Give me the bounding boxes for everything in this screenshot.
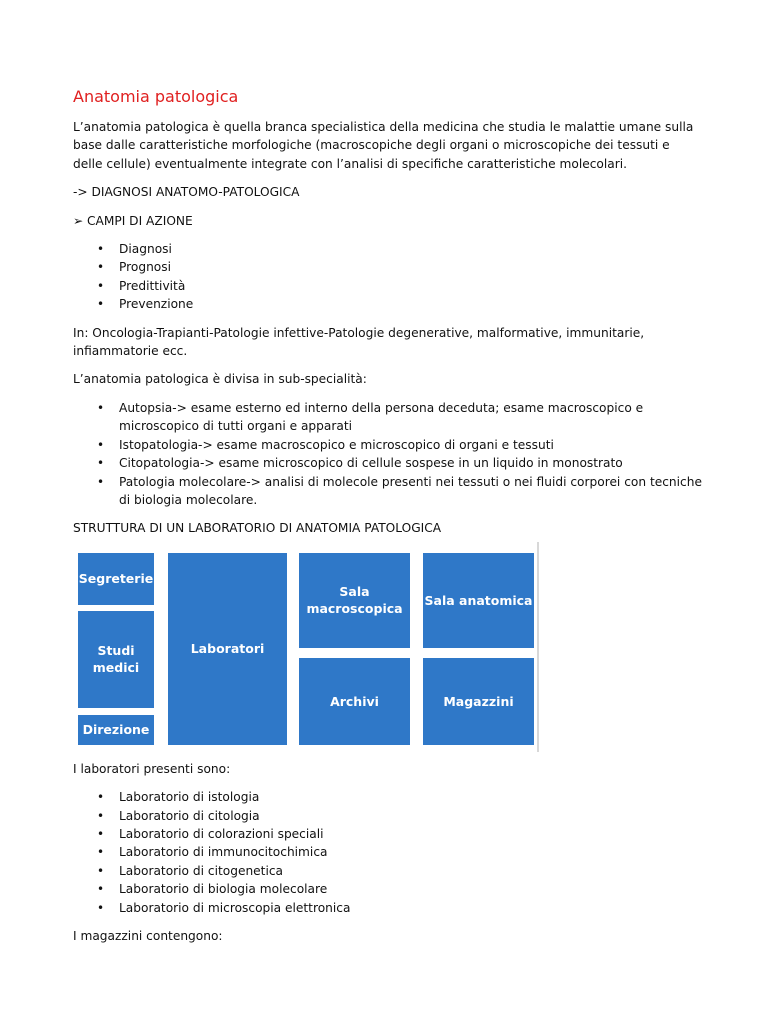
labs-intro: I laboratori presenti sono: <box>73 761 231 776</box>
sala-macroscopica-block: Sala macroscopica <box>299 553 410 648</box>
list-item: • Laboratorio di colorazioni speciali <box>119 825 703 843</box>
list-item: • Laboratorio di microscopia elettronica <box>119 899 703 917</box>
direzione-block: Direzione <box>78 715 154 745</box>
magazzini-block: Magazzini <box>423 658 534 745</box>
list-item: • Laboratorio di citogenetica <box>119 862 703 880</box>
fields-paragraph: In: Oncologia-Trapianti-Patologie infettive-Patologie degenerative, malformative, immunitarie, infiammatorie ecc. <box>73 325 645 359</box>
lab-structure-diagram <box>75 548 541 750</box>
list-item: • Autopsia-> esame esterno ed interno della persona deceduta; esame macroscopico e microscopico di tutti organi e apparati <box>119 399 703 436</box>
laboratori-block: Laboratori <box>168 553 287 745</box>
list-item: • Laboratorio di biologia molecolare <box>119 880 703 898</box>
list-item: • Prognosi <box>119 258 703 276</box>
list-item: • Patologia molecolare-> analisi di molecole presenti nei tessuti o nei fluidi corporei con tecniche di biologia molecolare. <box>119 473 703 510</box>
archivi-block: Archivi <box>299 658 410 745</box>
list-item: • Prevenzione <box>119 295 703 313</box>
intro-paragraph: L’anatomia patologica è quella branca specialistica della medicina che studia le malattie umane sulla base dalle caratteristiche morfologiche (macroscopiche degli organi o microscopiche dei tessuti e delle cellule) eventualmente integrate con l’analisi di specifiche caratteristiche molecolari. <box>73 120 694 171</box>
storage-intro: I magazzini contengono: <box>73 928 223 943</box>
labs-list <box>73 788 703 917</box>
list-item: • Citopatologia-> esame microscopico di cellule sospese in un liquido in monostrato <box>119 454 703 472</box>
sala-anatomica-block: Sala anatomica <box>423 553 534 648</box>
studi-medici-block: Studi medici <box>78 611 154 708</box>
arrowhead-icon: ➢ <box>73 213 84 228</box>
campi-label: CAMPI DI AZIONE <box>87 213 193 228</box>
list-item: • Laboratorio di istologia <box>119 788 703 806</box>
list-item: • Istopatologia-> esame macroscopico e microscopico di organi e tessuti <box>119 436 703 454</box>
list-item: • Predittività <box>119 277 703 295</box>
document-page <box>73 86 703 955</box>
diagram-edge <box>537 542 539 752</box>
subspecialty-list <box>73 399 703 509</box>
structure-heading: STRUTTURA DI UN LABORATORIO DI ANATOMIA PATOLOGICA <box>73 521 442 536</box>
diagnosi-heading: -> DIAGNOSI ANATOMO-PATOLOGICA <box>73 185 300 200</box>
list-item: • Diagnosi <box>119 240 703 258</box>
page-title: Anatomia patologica <box>73 87 239 106</box>
campi-heading <box>73 212 703 230</box>
segreterie-block: Segreterie <box>78 553 154 605</box>
list-item: • Laboratorio di citologia <box>119 807 703 825</box>
subspecialty-intro: L’anatomia patologica è divisa in sub-specialità: <box>73 372 367 387</box>
campi-list <box>73 240 703 314</box>
list-item: • Laboratorio di immunocitochimica <box>119 843 703 861</box>
